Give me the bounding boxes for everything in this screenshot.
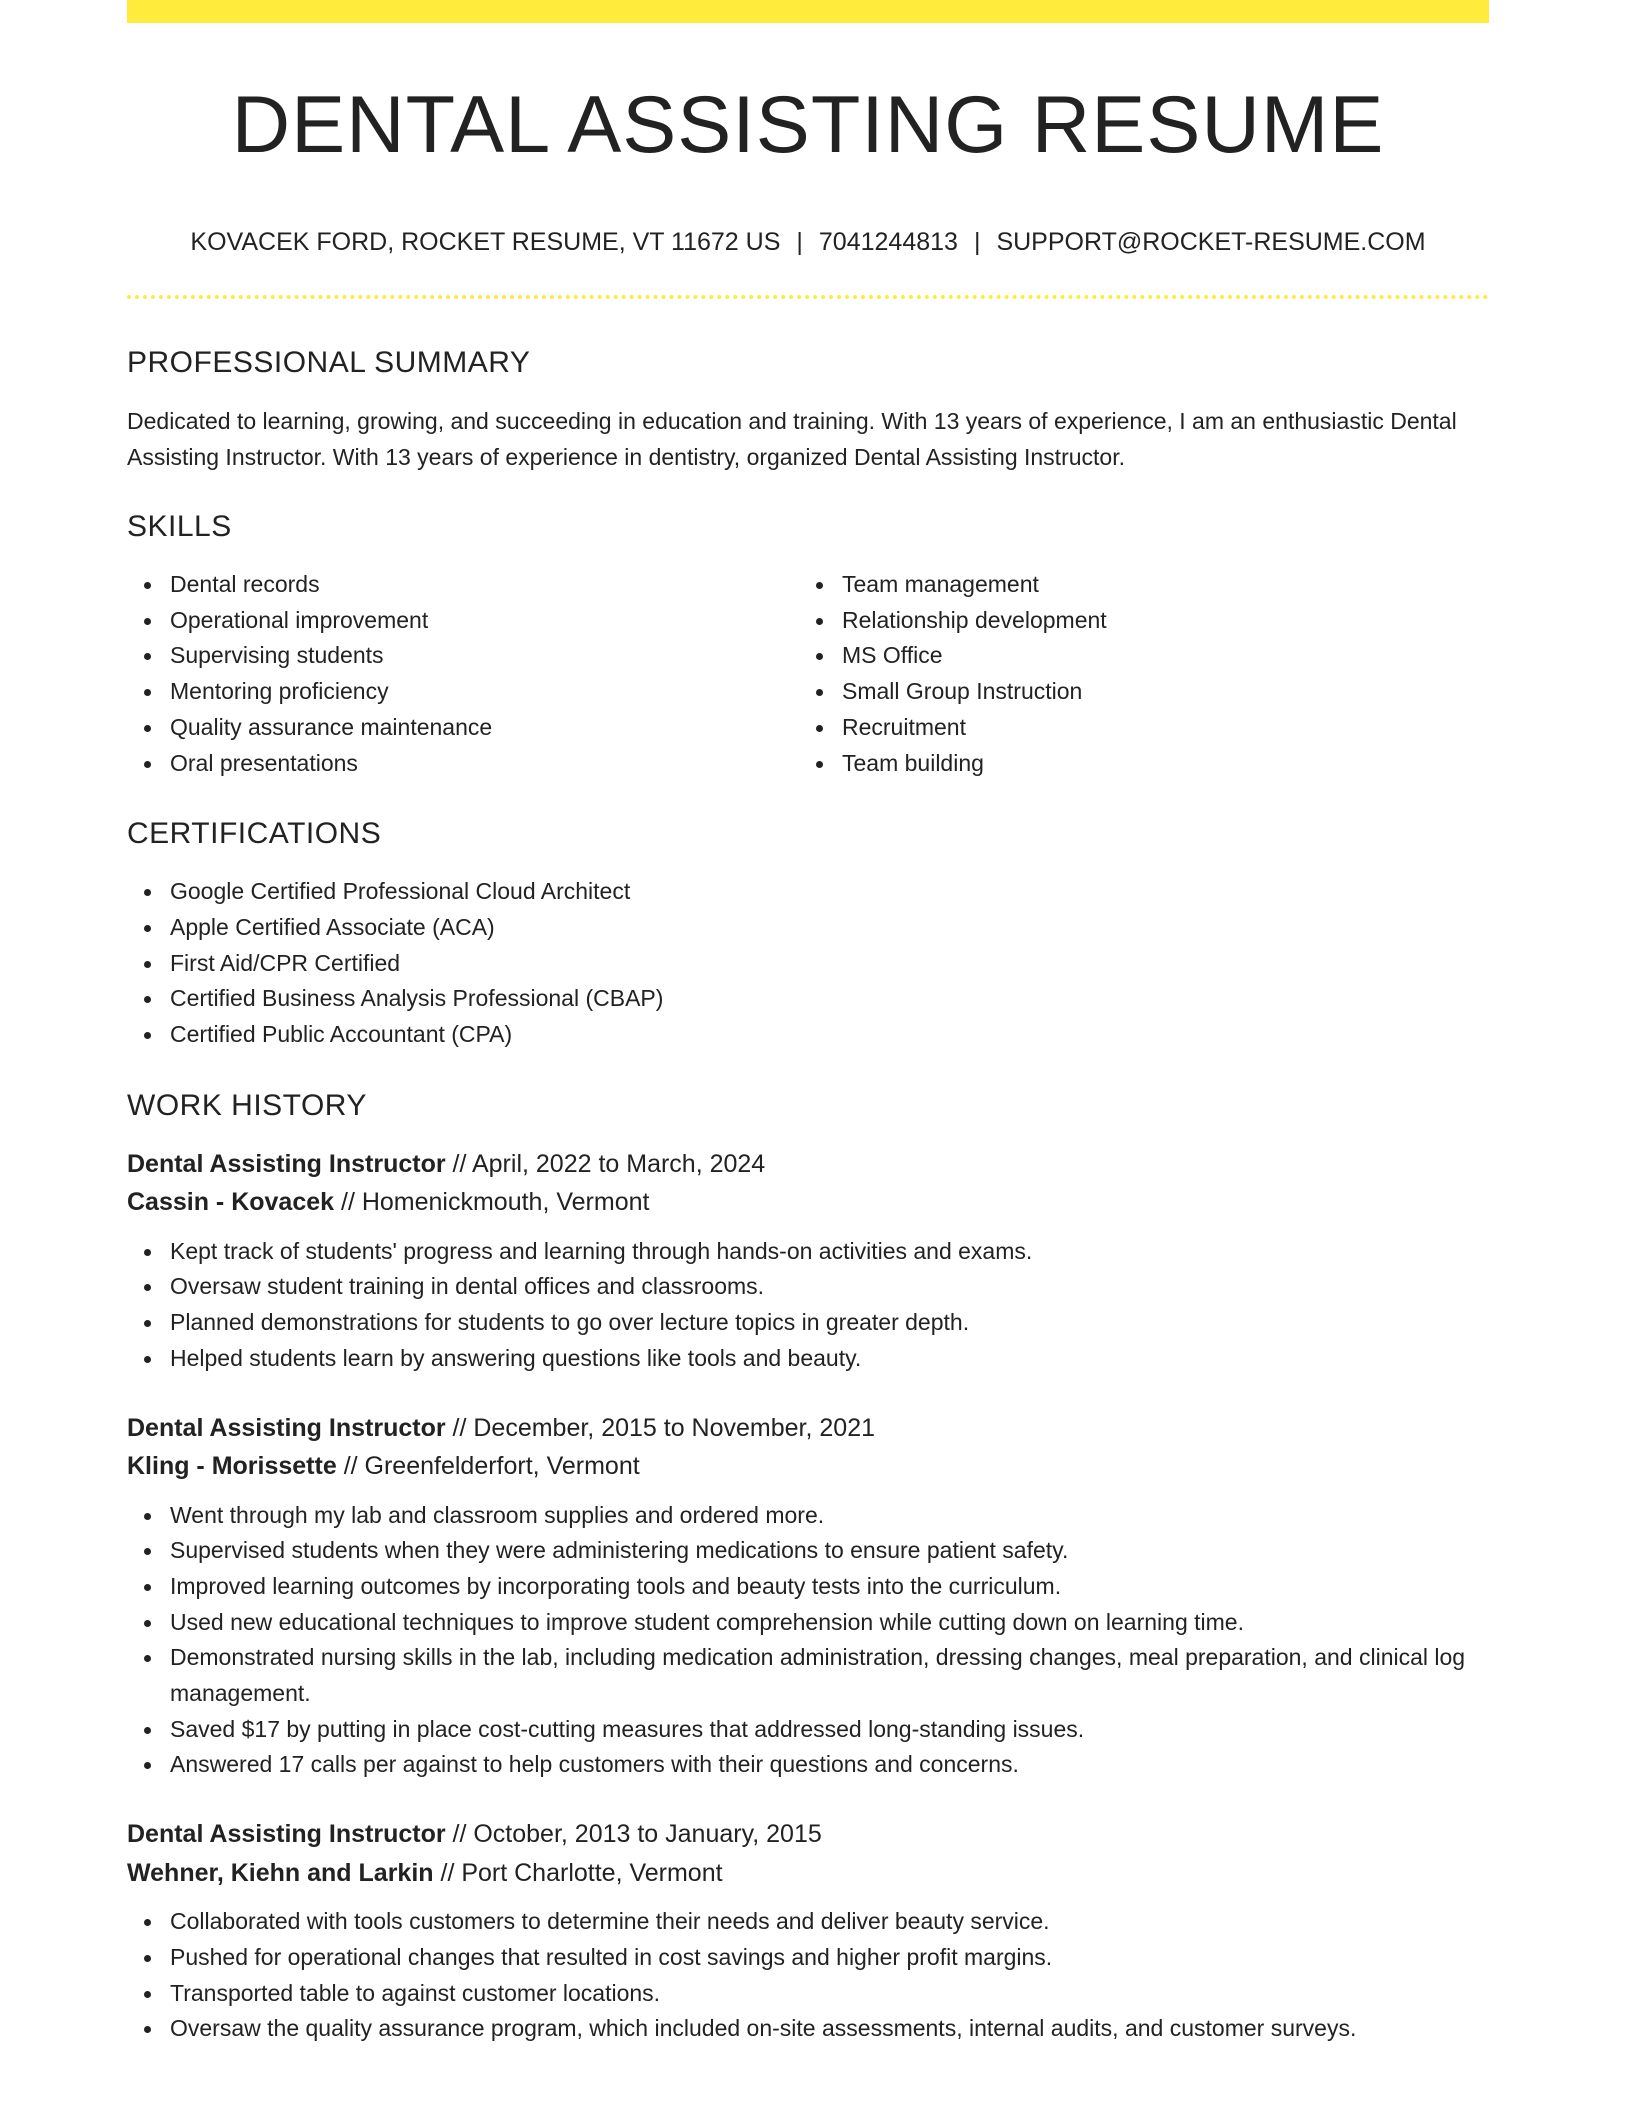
job-role-line [127, 1145, 1489, 1184]
job-dates: // December, 2015 to November, 2021 [445, 1413, 875, 1442]
skills-heading: SKILLS [127, 510, 232, 543]
contact-separator: | [973, 228, 981, 256]
skills-columns [127, 567, 1489, 781]
job-company-line [127, 1183, 1489, 1222]
certifications-list [127, 874, 1489, 1053]
job-entry [127, 1409, 1489, 1784]
job-duty: Answered 17 calls per against to help customers with their questions and concerns. [127, 1747, 1489, 1783]
skill-item: Quality assurance maintenance [127, 710, 799, 746]
job-duties-list [127, 1234, 1489, 1377]
job-role: Dental Assisting Instructor [127, 1149, 446, 1178]
job-duty: Improved learning outcomes by incorporating tools and beauty tests into the curriculum. [127, 1569, 1489, 1605]
work-history-heading: WORK HISTORY [127, 1088, 367, 1122]
job-duty: Pushed for operational changes that resulted in cost savings and higher profit margins. [127, 1940, 1489, 1976]
skill-item: Mentoring proficiency [127, 674, 799, 710]
resume-page [127, 0, 1489, 2047]
job-company-line [127, 1854, 1489, 1893]
certification-item: Certified Business Analysis Professional (CBAP) [127, 981, 1489, 1017]
job-duty: Oversaw student training in dental offices and classrooms. [127, 1269, 1489, 1305]
job-duty: Oversaw the quality assurance program, which included on-site assessments, internal audits, and customer surveys. [127, 2011, 1489, 2047]
certification-item: Google Certified Professional Cloud Architect [127, 874, 1489, 910]
job-dates: // April, 2022 to March, 2024 [445, 1149, 766, 1178]
job-duty: Kept track of students' progress and learning through hands-on activities and exams. [127, 1234, 1489, 1270]
skill-item: Team building [799, 746, 1471, 782]
contact-separator: | [796, 228, 803, 256]
header-divider [127, 295, 1489, 299]
skill-item: Oral presentations [127, 746, 799, 782]
job-duty: Used new educational techniques to improve student comprehension while cutting down on learning time. [127, 1605, 1489, 1641]
skill-item: Small Group Instruction [799, 674, 1471, 710]
job-company-line [127, 1447, 1489, 1486]
contact-email: SUPPORT@ROCKET-RESUME.COM [996, 228, 1426, 256]
skill-item: Recruitment [799, 710, 1471, 746]
certification-item: Certified Public Accountant (CPA) [127, 1017, 1489, 1053]
job-role-line [127, 1815, 1489, 1854]
job-role: Dental Assisting Instructor [127, 1413, 446, 1442]
job-duty: Helped students learn by answering questions like tools and beauty. [127, 1341, 1489, 1377]
certification-item: First Aid/CPR Certified [127, 946, 1489, 982]
job-duties-list [127, 1498, 1489, 1784]
job-duty: Saved $17 by putting in place cost-cutting measures that addressed long-standing issues. [127, 1712, 1489, 1748]
job-duty: Supervised students when they were administering medications to ensure patient safety. [127, 1533, 1489, 1569]
job-location: // Port Charlotte, Vermont [433, 1858, 723, 1887]
contact-phone: 7041244813 [818, 228, 958, 256]
skill-item: Relationship development [799, 603, 1471, 639]
job-duty: Planned demonstrations for students to go over lecture topics in greater depth. [127, 1305, 1489, 1341]
job-duty: Went through my lab and classroom supplies and ordered more. [127, 1498, 1489, 1534]
certifications-heading: CERTIFICATIONS [127, 817, 382, 851]
contact-line [127, 230, 1489, 255]
skill-item: Operational improvement [127, 603, 799, 639]
summary-text: Dedicated to learning, growing, and succeeding in education and training. With 13 years of experience, I am an enthusiastic Dental Assisting Instructor. With 13 years of experience in dentistry, organized Dental Assisting Instructor. [127, 408, 1457, 470]
job-dates: // October, 2013 to January, 2015 [445, 1820, 822, 1849]
job-role-line [127, 1409, 1489, 1448]
contact-address: KOVACEK FORD, ROCKET RESUME, VT 11672 US [190, 228, 781, 256]
job-company: Cassin - Kovacek [127, 1188, 335, 1217]
skill-item: Team management [799, 567, 1471, 603]
job-entry [127, 1145, 1489, 1377]
resume-title: DENTAL ASSISTING RESUME [231, 80, 1385, 170]
job-company: Wehner, Kiehn and Larkin [127, 1858, 434, 1887]
skills-right-list [799, 567, 1471, 781]
skill-item: MS Office [799, 638, 1471, 674]
job-duty: Demonstrated nursing skills in the lab, including medication administration, dressing changes, meal preparation, and clinical log management. [127, 1640, 1489, 1711]
job-location: // Homenickmouth, Vermont [334, 1188, 650, 1217]
skill-item: Dental records [127, 567, 799, 603]
job-duties-list [127, 1904, 1489, 2047]
skill-item: Supervising students [127, 638, 799, 674]
job-entry [127, 1815, 1489, 2047]
top-accent-bar [127, 0, 1489, 23]
job-location: // Greenfelderfort, Vermont [336, 1452, 640, 1481]
summary-heading: PROFESSIONAL SUMMARY [127, 346, 531, 379]
job-role: Dental Assisting Instructor [127, 1820, 446, 1849]
job-duty: Collaborated with tools customers to determine their needs and deliver beauty service. [127, 1904, 1489, 1940]
skills-left-list [127, 567, 799, 781]
job-duty: Transported table to against customer locations. [127, 1976, 1489, 2012]
certification-item: Apple Certified Associate (ACA) [127, 910, 1489, 946]
job-company: Kling - Morissette [127, 1452, 337, 1481]
